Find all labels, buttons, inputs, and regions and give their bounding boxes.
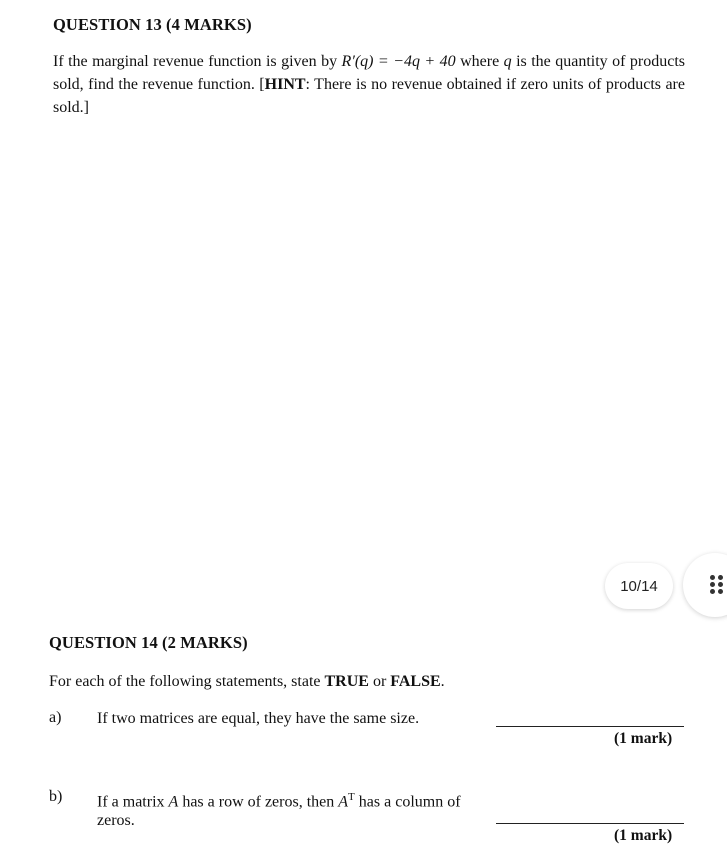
part-a-label: a) [49,709,62,726]
q14-instructions-end: . [440,673,445,690]
question-14-section [0,560,727,865]
part-b-mark: (1 mark) [614,827,673,844]
q14-instructions-pre: For each of the following statements, state [49,673,325,690]
q13-text-mid: where [455,53,504,70]
question-14-heading: QUESTION 14 (2 MARKS) [49,633,248,652]
part-a-statement: If two matrices are equal, they have the same size. [97,710,420,727]
part-b-text-post: has a column of zeros. [97,793,461,830]
true-word: TRUE [324,673,369,690]
question-14-instructions [49,670,689,693]
part-a-mark: (1 mark) [614,730,673,747]
question-13-body [53,50,685,119]
question-13-heading: QUESTION 13 (4 MARKS) [53,15,252,34]
part-b-superscript: T [348,791,355,803]
part-a-answer-line[interactable] [496,726,684,727]
part-b-label: b) [49,788,63,805]
q13-hint-label: HINT [264,76,306,93]
part-b-statement [97,788,487,830]
part-b-text-pre: If a matrix [97,793,169,811]
q13-text-intro: If the marginal revenue function is given by [53,53,342,70]
part-b-var-a: A [168,793,179,811]
part-b-var-a-transpose: A [338,793,349,811]
q13-var-q: q [503,53,512,70]
part-b-answer-line[interactable] [496,823,684,824]
q13-hint-text: : There is no revenue obtained if zero units of products are sold.] [53,76,685,116]
part-b-text-mid: has a row of zeros, then [178,793,339,811]
page-indicator[interactable]: 10/14 [605,563,673,609]
q13-formula: R′(q) = −4q + 40 [341,53,456,70]
false-word: FALSE [390,673,441,690]
q14-instructions-or: or [368,673,391,690]
q13-text-after-var: is the quantity of products sold, find the revenue function. [ [53,53,685,93]
